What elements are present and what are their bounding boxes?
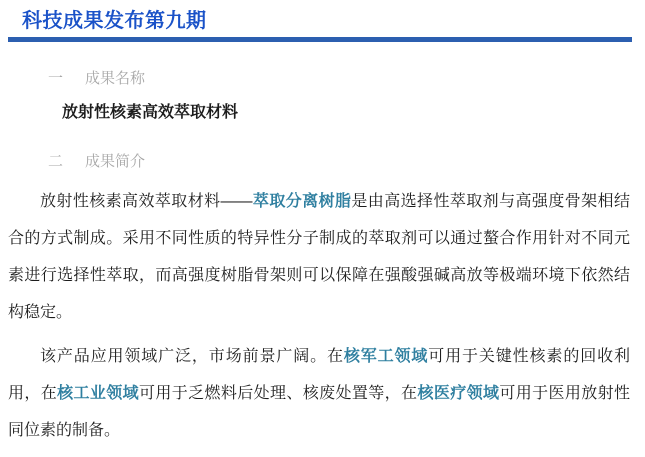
intro-p2-text-2: 可用于关键性核素的回收利用，在 (8, 348, 630, 402)
intro-p2-text-1: 该产品应用领域广泛，市场前景广阔。在 (40, 348, 344, 365)
page-header (0, 10, 645, 42)
section-one-heading (48, 70, 645, 87)
section-achievement-intro (0, 153, 645, 449)
intro-p1-text-1: 放射性核素高效萃取材料—— (40, 193, 253, 210)
achievement-name-text: 放射性核素高效萃取材料 (62, 104, 239, 121)
intro-paragraph-2 (8, 338, 630, 449)
title-underline-rule (8, 37, 632, 42)
intro-p2-text-4: 可用于医用放射性同位素的制备。 (8, 385, 630, 439)
intro-p1-text-2: 是由高选择性萃取剂与高强度骨架相结合的方式制成。采用不同性质的特异性分子制成的萃取剂可以通过螯合作用针对不同元素进行选择性萃取，而高强度树脂骨架则可以保障在强酸强碱高放等极端环境下依然结构稳定。 (8, 193, 630, 321)
intro-p2-text-3: 可用于乏燃料后处理、核废处置等，在 (139, 385, 418, 402)
section-two-heading (48, 153, 645, 170)
intro-paragraph-1 (8, 183, 630, 331)
section-achievement-name (0, 70, 645, 122)
page-title: 科技成果发布第九期 (22, 10, 207, 32)
section-two-label: 成果简介 (85, 153, 146, 170)
intro-p1-highlight-term: 萃取分离树脂 (252, 193, 352, 210)
intro-p2-highlight-industry: 核工业领域 (57, 385, 140, 402)
section-two-number: 二 (48, 153, 64, 170)
document-page (0, 10, 645, 457)
intro-p2-highlight-medical: 核医疗领域 (417, 385, 500, 402)
section-one-number: 一 (48, 70, 64, 87)
section-one-label: 成果名称 (85, 70, 146, 87)
intro-p2-highlight-military: 核军工领域 (343, 348, 429, 365)
